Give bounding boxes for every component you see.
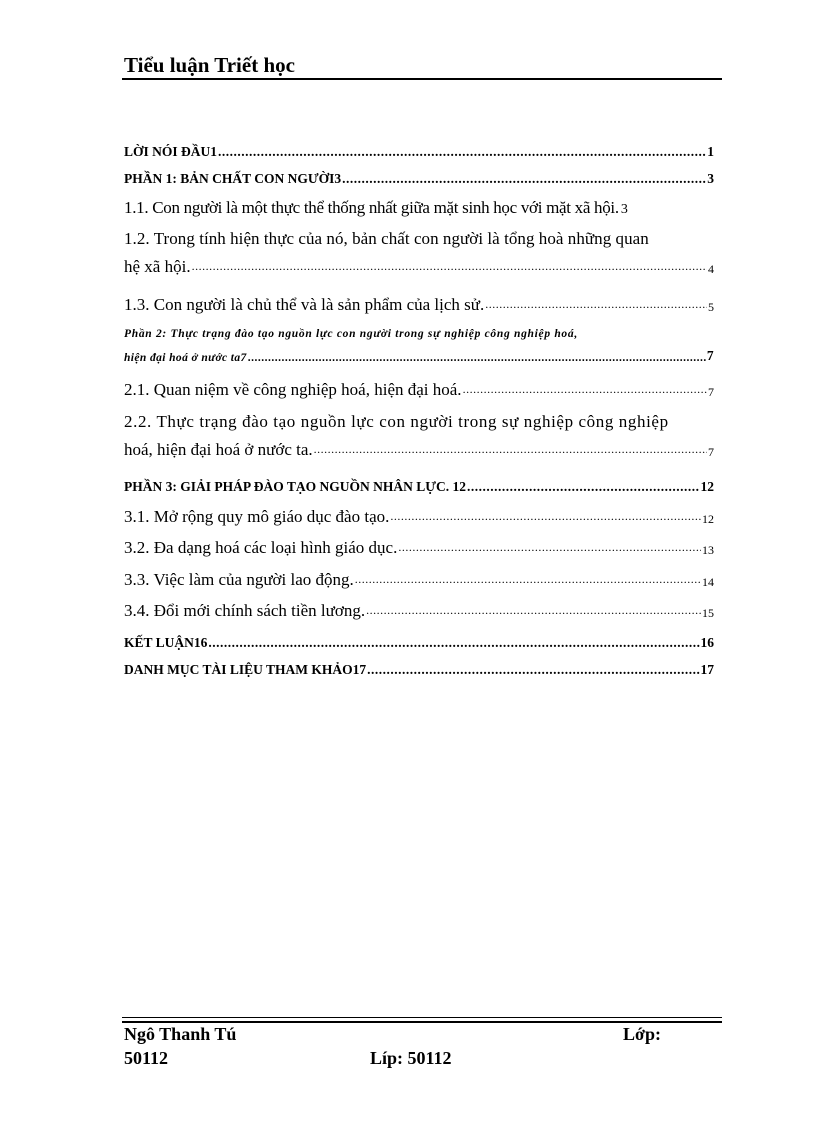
toc-leader — [390, 509, 701, 524]
toc-entry-phan-1[interactable] — [124, 171, 714, 187]
toc-entry-page: 17 — [700, 662, 714, 677]
toc-entry-label-line2: hoá, hiện đại hoá ở nước ta. — [124, 440, 313, 459]
toc-entry-1-3[interactable] — [124, 295, 714, 315]
toc-entry-page: 16 — [700, 635, 714, 650]
toc-leader — [355, 572, 701, 587]
toc-entry-page: 1 — [707, 144, 714, 159]
toc-leader — [248, 352, 706, 364]
toc-entry-label-line2: hiện đại hoá ở nước ta7 — [124, 352, 247, 364]
toc-leader — [467, 479, 699, 495]
toc-entry-page: 4 — [708, 262, 714, 276]
toc-entry-2-1[interactable] — [124, 380, 714, 400]
toc-entry-label: 1.1. Con người là một thực thể thống nhất giữa mặt sinh học với mặt xã hội. — [124, 198, 619, 217]
footer-author: Ngô Thanh Tú — [124, 1024, 237, 1044]
footer-rule — [122, 1021, 722, 1023]
toc-entry-label: PHẦN 3: GIẢI PHÁP ĐÀO TẠO NGUỒN NHÂN LỰC. 12 — [124, 479, 467, 494]
toc-entry-page: 7 — [708, 385, 714, 399]
toc-entry-1-1[interactable] — [124, 198, 714, 218]
toc-leader — [366, 603, 701, 618]
toc-entry-label: 3.1. Mở rộng quy mô giáo dục đào tạo. — [124, 507, 390, 526]
toc-leader — [367, 662, 699, 678]
toc-entry-label: 3.3. Việc làm của người lao động. — [124, 570, 354, 589]
toc-entry-label: LỜI NÓI ĐẦU1 — [124, 144, 218, 159]
toc-entry-ket-luan[interactable] — [124, 635, 714, 651]
footer-class-label: Lớp: — [623, 1024, 661, 1044]
toc-entry-page: 13 — [702, 543, 714, 557]
toc-leader — [485, 297, 707, 312]
toc-entry-phan-3[interactable] — [124, 479, 714, 495]
toc-entry-label: DANH MỤC TÀI LIỆU THAM KHẢO17 — [124, 662, 367, 677]
toc-entry-label-line1: 1.2. Trong tính hiện thực của nó, bản chất con người là tổng hoà những quan — [124, 229, 649, 248]
toc-entry-2-2[interactable] — [124, 412, 714, 459]
toc-entry-page: 12 — [700, 479, 714, 494]
toc-leader — [463, 382, 707, 397]
toc-entry-1-2[interactable] — [124, 229, 714, 276]
toc-entry-loi-noi-dau[interactable] — [124, 144, 714, 160]
header-rule — [122, 78, 722, 80]
toc-entry-label: 3.2. Đa dạng hoá các loại hình giáo dục. — [124, 538, 398, 557]
toc-entry-danh-muc[interactable] — [124, 662, 714, 678]
toc-entry-3-3[interactable] — [124, 570, 714, 590]
toc-entry-label-line1: Phần 2: Thực trạng đào tạo nguồn lực con người trong sự nghiệp công nghiệp hoá, — [124, 328, 578, 340]
toc-leader — [218, 144, 706, 160]
toc-entry-page: 14 — [702, 575, 714, 589]
toc-leader — [398, 540, 701, 555]
toc-entry-label: PHẦN 1: BẢN CHẤT CON NGƯỜI3 — [124, 171, 342, 186]
toc-leader — [208, 635, 699, 651]
toc-entry-page: 3 — [707, 171, 714, 186]
toc-entry-3-4[interactable] — [124, 601, 714, 621]
toc-entry-page: 7 — [708, 445, 714, 459]
toc-leader — [314, 442, 707, 457]
footer-class-full: Líp: 50112 — [370, 1048, 452, 1068]
toc-entry-label: 2.1. Quan niệm về công nghiệp hoá, hiện đại hoá. — [124, 380, 462, 399]
toc-entry-page: 7 — [706, 348, 714, 363]
toc-entry-page: 3 — [620, 202, 628, 217]
toc-entry-page: 15 — [702, 606, 714, 620]
footer-class-number: 50112 — [124, 1048, 169, 1068]
toc-entry-label: KẾT LUẬN16 — [124, 635, 208, 650]
toc-entry-3-2[interactable] — [124, 538, 714, 558]
toc-entry-label-line1: 2.2. Thực trạng đào tạo nguồn lực con người trong sự nghiệp công nghiệp — [124, 412, 669, 431]
toc-entry-3-1[interactable] — [124, 507, 714, 527]
toc-leader — [342, 171, 706, 187]
toc-entry-page: 5 — [708, 300, 714, 314]
toc-entry-label-line2: hệ xã hội. — [124, 257, 191, 276]
toc-entry-page: 12 — [702, 512, 714, 526]
toc-entry-label: 1.3. Con người là chủ thể và là sản phẩm của lịch sử. — [124, 295, 485, 314]
toc-leader — [192, 259, 707, 274]
document-header-title: Tiểu luận Triết học — [124, 53, 295, 77]
toc-entry-label: 3.4. Đổi mới chính sách tiền lương. — [124, 601, 366, 620]
toc-entry-phan-2[interactable] — [124, 328, 714, 364]
footer-rule — [122, 1017, 722, 1018]
